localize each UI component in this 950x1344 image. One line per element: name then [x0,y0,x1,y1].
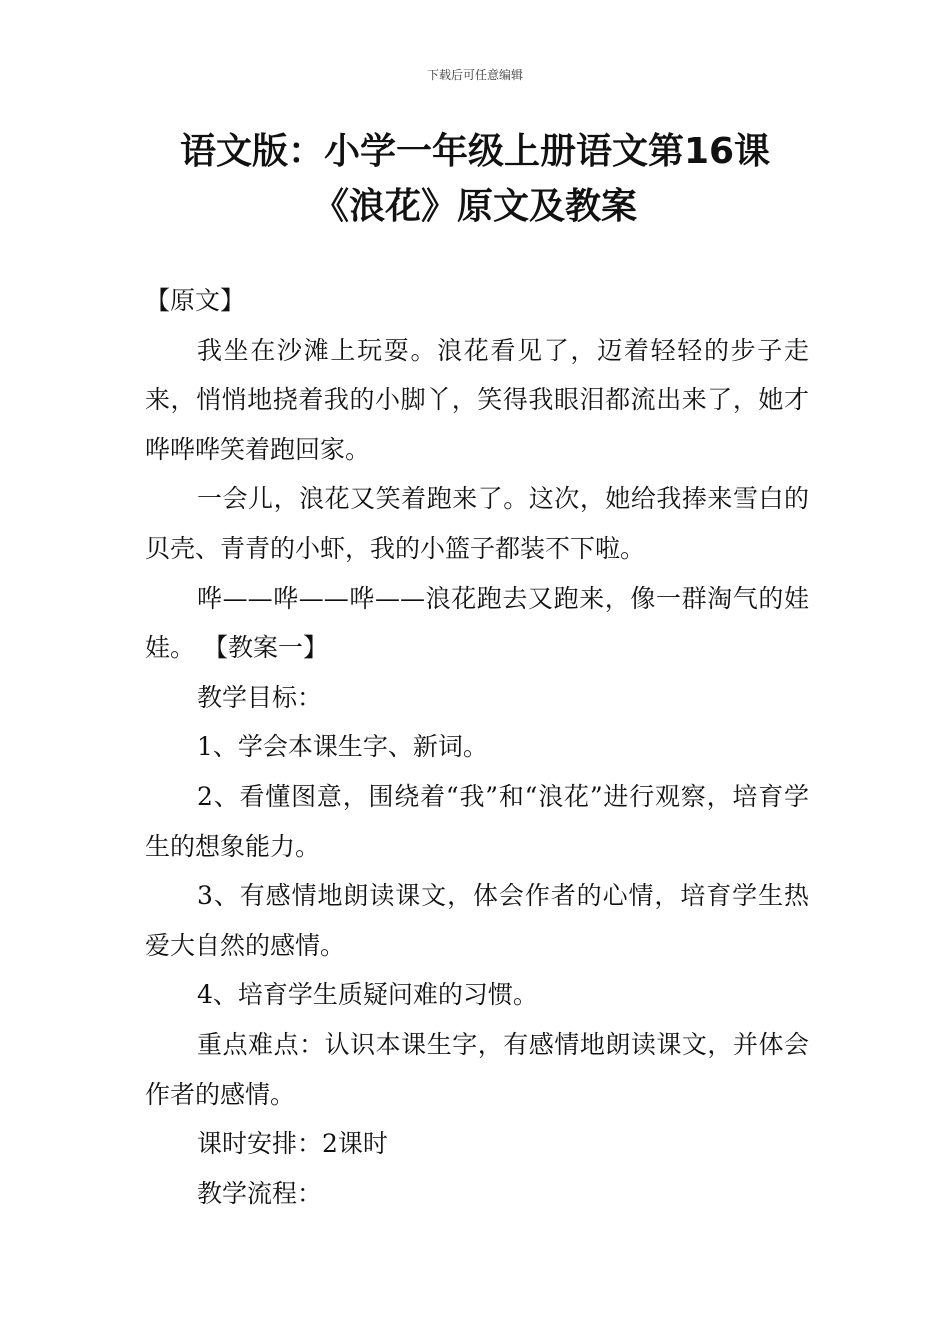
header-note: 下载后可任意编辑 [426,68,523,82]
paragraph: 哗——哗——哗——浪花跑去又跑来，像一群淘气的娃娃。 【教案一】 [145,583,809,663]
paragraph-teaching-goals-heading: 教学目标： [197,682,323,712]
goal-item: 4、培育学生质疑问难的习惯。 [197,980,538,1010]
document-title: 语文版：小学一年级上册语文第16课《浪花》原文及教案 [179,131,771,227]
document-body [145,276,809,1218]
paragraph-schedule: 课时安排：2课时 [197,1129,388,1159]
paragraph: 一会儿，浪花又笑着跑来了。这次，她给我捧来雪白的贝壳、青青的小虾，我的小篮子都装不下啦。 [145,484,809,563]
goal-item: 3、有感情地朗读课文，体会作者的心情，培育学生热爱大自然的感情。 [145,881,809,960]
section-heading-original-text: 【原文】 [145,286,246,315]
paragraph-key-points: 重点难点：认识本课生字，有感情地朗读课文，并体会作者的感情。 [145,1029,809,1109]
paragraph-teaching-process: 教学流程： [197,1178,323,1208]
paragraph: 我坐在沙滩上玩耍。浪花看见了，迈着轻轻的步子走来，悄悄地挠着我的小脚丫，笑得我眼泪都流出来了，她才哗哗哗笑着跑回家。 [145,335,809,464]
goal-item: 2、看懂图意，围绕着“我”和“浪花”进行观察，培育学生的想象能力。 [145,781,809,861]
goal-item: 1、学会本课生字、新词。 [197,732,488,762]
